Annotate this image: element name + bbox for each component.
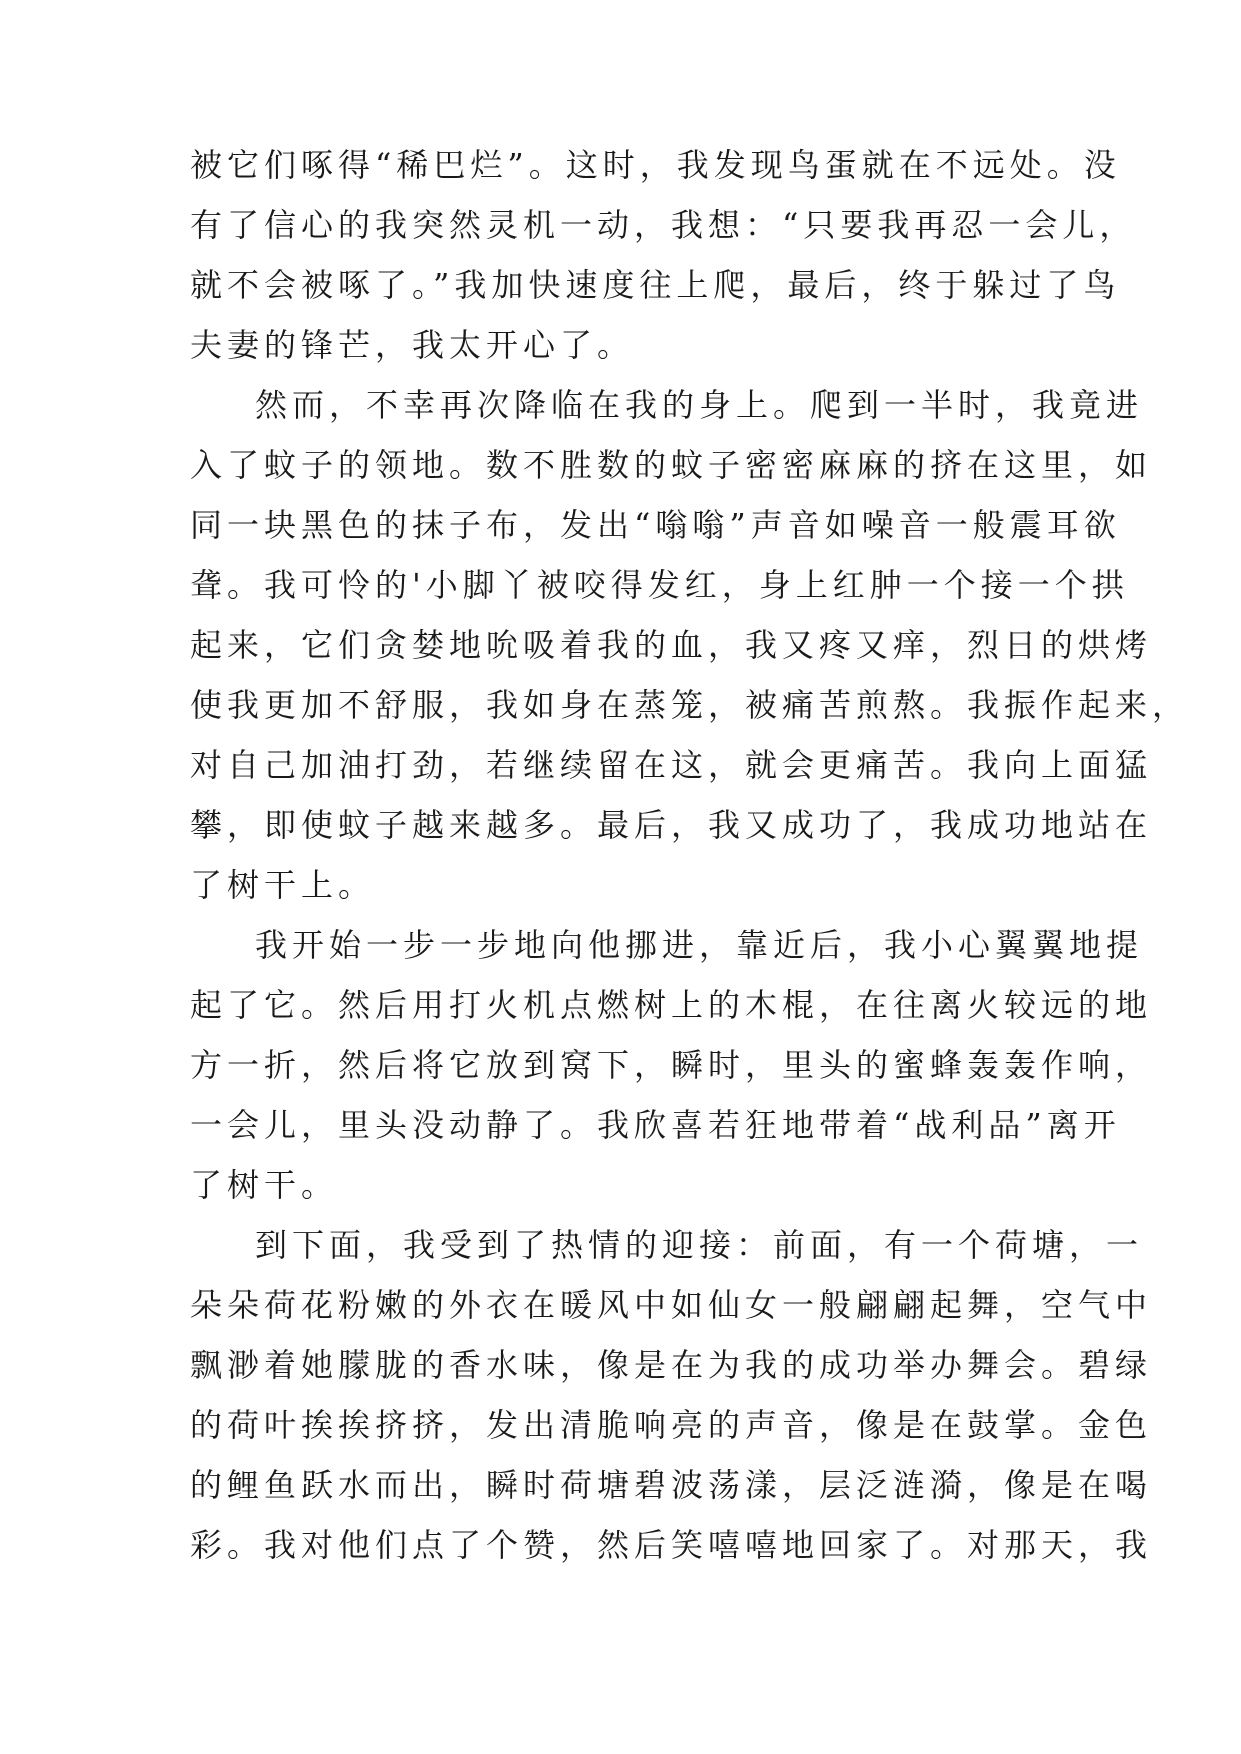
paragraph-line: 使我更加不舒服，我如身在蒸笼，被痛苦煎熬。我振作起来，	[190, 686, 1190, 724]
paragraph-line: 了树干。	[190, 1166, 339, 1204]
paragraph-line: 被它们啄得“稀巴烂”。这时，我发现鸟蛋就在不远处。没	[190, 146, 1121, 184]
paragraph-line: 起来，它们贪婪地吮吸着我的血，我又疼又痒，烈日的烘烤	[190, 626, 1153, 664]
paragraph-line: 飘渺着她朦胧的香水味，像是在为我的成功举办舞会。碧绿	[190, 1346, 1153, 1384]
paragraph-line: 然而，不幸再次降临在我的身上。爬到一半时，我竟进	[255, 386, 1144, 424]
paragraph-line: 彩。我对他们点了个赞，然后笑嘻嘻地回家了。对那天，我	[190, 1526, 1153, 1564]
paragraph-line: 起了它。然后用打火机点燃树上的木棍，在往离火较远的地	[190, 986, 1153, 1024]
paragraph-line: 夫妻的锋芒，我太开心了。	[190, 326, 635, 364]
paragraph-line: 的鲤鱼跃水而出，瞬时荷塘碧波荡漾，层泛涟漪，像是在喝	[190, 1466, 1153, 1504]
paragraph-line: 的荷叶挨挨挤挤，发出清脆响亮的声音，像是在鼓掌。金色	[190, 1406, 1153, 1444]
paragraph-line: 朵朵荷花粉嫩的外衣在暖风中如仙女一般翩翩起舞，空气中	[190, 1286, 1153, 1324]
paragraph-line: 到下面，我受到了热情的迎接：前面，有一个荷塘，一	[255, 1226, 1144, 1264]
paragraph-line: 攀，即使蚊子越来越多。最后，我又成功了，我成功地站在	[190, 806, 1153, 844]
paragraph-line: 我开始一步一步地向他挪进，靠近后，我小心翼翼地提	[255, 926, 1144, 964]
paragraph-line: 有了信心的我突然灵机一动，我想：“只要我再忍一会儿，	[190, 206, 1137, 244]
paragraph-line: 对自己加油打劲，若继续留在这，就会更痛苦。我向上面猛	[190, 746, 1153, 784]
paragraph-line: 了树干上。	[190, 866, 376, 904]
paragraph-line: 入了蚊子的领地。数不胜数的蚊子密密麻麻的挤在这里，如	[190, 446, 1153, 484]
paragraph-line: 一会儿，里头没动静了。我欣喜若狂地带着“战利品”离开	[190, 1106, 1121, 1144]
paragraph-line: 聋。我可怜的'小脚丫被咬得发红，身上红肿一个接一个拱	[190, 566, 1129, 604]
paragraph-line: 方一折，然后将它放到窝下，瞬时，里头的蜜蜂轰轰作响，	[190, 1046, 1153, 1084]
paragraph-line: 同一块黑色的抹子布，发出“嗡嗡”声音如噪音一般震耳欲	[190, 506, 1121, 544]
paragraph-line: 就不会被啄了。”我加快速度往上爬，最后，终于躲过了鸟	[190, 266, 1121, 304]
